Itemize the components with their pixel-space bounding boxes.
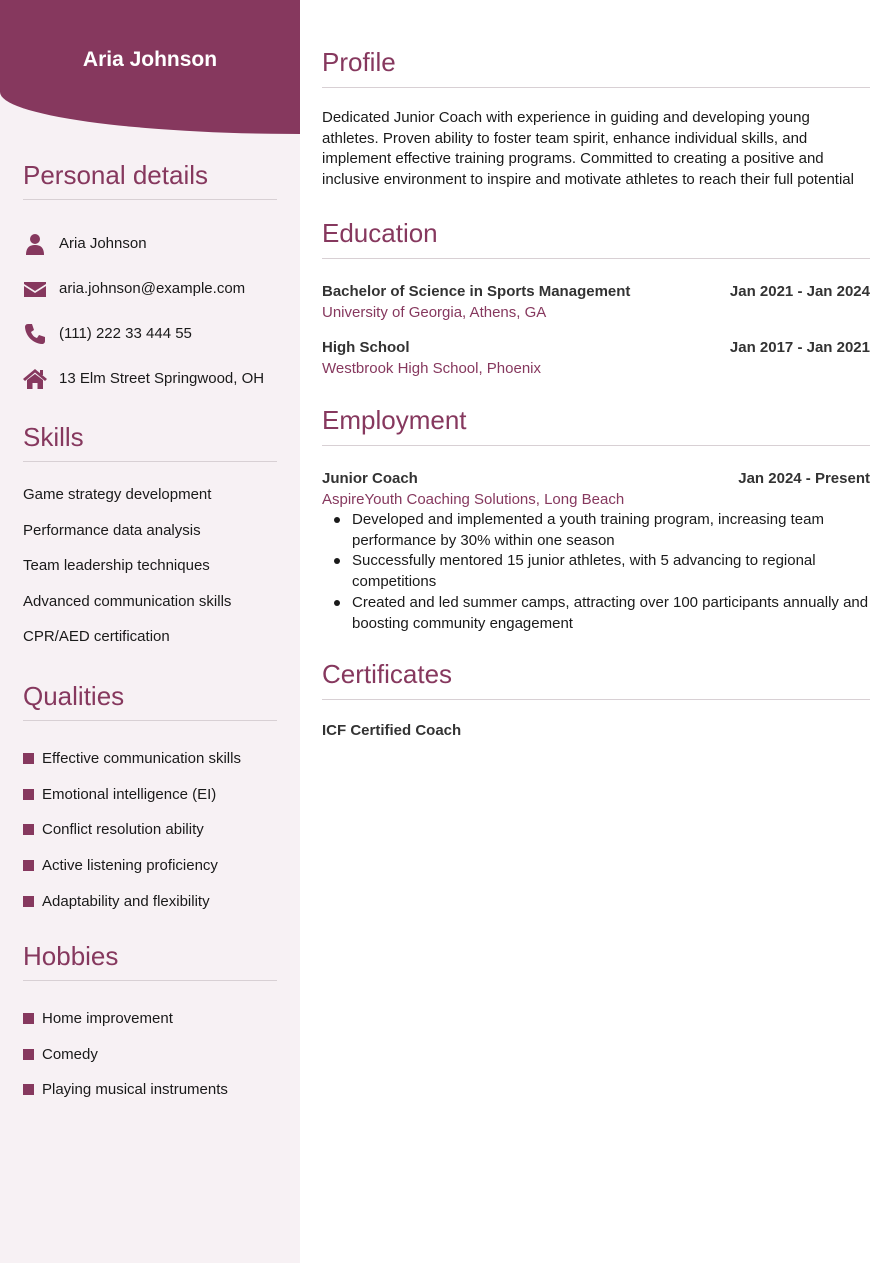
hobby-item [23,1037,277,1073]
square-bullet-icon [23,1049,34,1060]
quality-item [23,777,277,813]
hobbies-section [23,941,277,1108]
certificates-title: Certificates [322,659,870,700]
square-bullet-icon [23,753,34,764]
employment-dates: Jan 2024 - Present [738,470,870,487]
education-school: University of Georgia, Athens, GA [322,304,547,321]
hobby-text: Playing musical instruments [42,1081,228,1099]
hobby-text: Home improvement [42,1010,173,1028]
education-entry [322,282,870,323]
square-bullet-icon [23,1013,34,1024]
square-bullet-icon [23,896,34,907]
personal-name-row [23,221,277,266]
candidate-name: Aria Johnson [82,48,218,71]
quality-text: Adaptability and flexibility [42,892,210,910]
personal-phone: (111) 222 33 444 55 [59,325,192,342]
education-degree: High School [322,339,410,356]
sidebar-header [0,0,300,134]
employment-company: AspireYouth Coaching Solutions, Long Beach [322,491,625,508]
skill-item: CPR/AED certification [23,628,170,645]
quality-text: Active listening proficiency [42,857,218,875]
square-bullet-icon [23,824,34,835]
education-section [322,218,870,379]
hobby-text: Comedy [42,1045,98,1063]
skill-item: Advanced communication skills [23,592,232,610]
personal-address: 13 Elm Street Springwood, OH [59,370,265,387]
quality-text: Effective communication skills [42,750,241,768]
quality-text: Conflict resolution ability [42,821,204,839]
personal-email-row [23,266,277,311]
personal-details-section [23,160,277,401]
education-degree: Bachelor of Science in Sports Management [322,283,631,300]
skill-item: Team leadership techniques [23,557,210,574]
personal-name: Aria Johnson [59,235,147,252]
employment-bullet: Created and led summer camps, attracting over 100 participants annually and boosting community engagement [322,593,870,634]
square-bullet-icon [23,860,34,871]
qualities-title: Qualities [23,681,277,721]
home-icon [23,367,47,391]
hobby-item [23,1072,277,1108]
profile-text: Dedicated Junior Coach with experience in guiding and developing young athletes. Proven ability to foster team spirit, enhance individual skills, and implement effective training programs. Committed to creating a positive and inclusive environment to inspire and motivate athletes to reach their full potential [322,109,854,189]
employment-entry [322,469,870,634]
quality-item [23,848,277,884]
envelope-icon [23,277,47,301]
quality-item [23,883,277,919]
education-school: Westbrook High School, Phoenix [322,360,542,377]
profile-section [322,47,870,191]
personal-address-row [23,356,277,401]
quality-text: Emotional intelligence (EI) [42,785,217,803]
quality-item [23,812,277,848]
employment-bullet: Developed and implemented a youth training program, increasing team performance by 30% within one season [322,510,870,551]
user-icon [23,232,47,256]
personal-email[interactable]: aria.johnson@example.com [59,280,246,297]
square-bullet-icon [23,1084,34,1095]
education-title: Education [322,218,870,259]
employment-title: Employment [322,405,870,446]
skills-section [23,422,277,660]
square-bullet-icon [23,789,34,800]
personal-phone-row [23,311,277,356]
certificate-item: ICF Certified Coach [322,722,462,739]
skills-title: Skills [23,422,277,462]
hobbies-title: Hobbies [23,941,277,981]
qualities-section [23,681,277,919]
personal-details-title: Personal details [23,160,277,200]
certificates-section [322,659,870,739]
employment-bullet: Successfully mentored 15 junior athletes, with 5 advancing to regional competitions [322,551,870,592]
skill-item: Game strategy development [23,486,212,503]
sidebar [0,0,300,1263]
employment-role: Junior Coach [322,470,418,487]
quality-item [23,741,277,777]
hobby-item [23,1001,277,1037]
phone-icon [23,322,47,346]
education-dates: Jan 2021 - Jan 2024 [729,283,870,300]
education-entry [322,338,870,379]
skill-item: Performance data analysis [23,521,201,539]
profile-title: Profile [322,47,870,88]
employment-section [322,405,870,634]
education-dates: Jan 2017 - Jan 2021 [729,339,870,356]
